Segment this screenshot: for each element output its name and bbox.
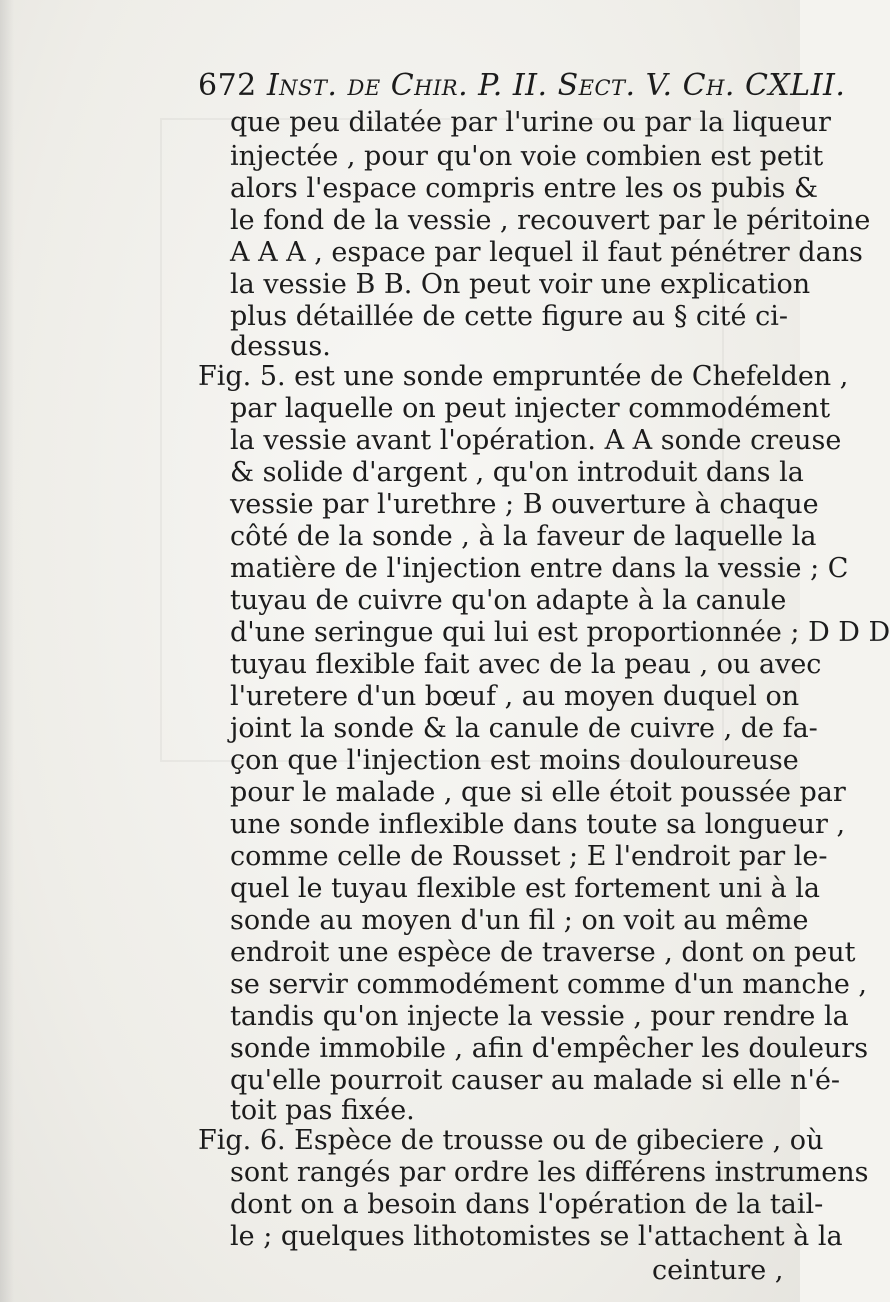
- text-line: & solide d'argent , qu'on introduit dans la: [230, 457, 804, 488]
- text-line: sonde immobile , afin d'empêcher les douleurs: [230, 1033, 869, 1064]
- text-line: que peu dilatée par l'urine ou par la liqueur: [230, 107, 831, 138]
- text-line: pour le malade , que si elle étoit poussée par: [230, 777, 846, 808]
- catchword: ceinture ,: [652, 1255, 784, 1286]
- text-line: çon que l'injection est moins douloureuse: [230, 745, 799, 776]
- text-line: par laquelle on peut injecter commodément: [230, 393, 831, 424]
- text-line: l'uretere d'un bœuf , au moyen duquel on: [230, 681, 800, 712]
- text-line: toit pas fixée.: [230, 1095, 415, 1126]
- text-line: sont rangés par ordre les différens instrumens: [230, 1157, 869, 1188]
- text-line: comme celle de Rousset ; E l'endroit par le-: [230, 841, 828, 872]
- text-line: joint la sonde & la canule de cuivre , de fa-: [230, 713, 818, 744]
- text-line: une sonde inflexible dans toute sa longueur ,: [230, 809, 846, 840]
- text-line: dessus.: [230, 331, 331, 362]
- text-line: endroit une espèce de traverse , dont on peut: [230, 937, 856, 968]
- text-line: le ; quelques lithotomistes se l'attachent à la: [230, 1221, 843, 1252]
- text-line: plus détaillée de cette figure au § cité ci-: [230, 301, 788, 332]
- text-line: matière de l'injection entre dans la vessie ; C: [230, 553, 849, 584]
- text-line: la vessie B B. On peut voir une explication: [230, 269, 811, 300]
- text-line: se servir commodément comme d'un manche ,: [230, 969, 867, 1000]
- text-line: Fig. 6. Espèce de trousse ou de gibeciere , où: [198, 1125, 824, 1156]
- text-line: tuyau flexible fait avec de la peau , ou avec: [230, 649, 822, 680]
- page-edge-shadow: [0, 0, 14, 1302]
- text-line: A A A , espace par lequel il faut pénétrer dans: [230, 237, 863, 268]
- text-line: d'une seringue qui lui est proportionnée ; D D D: [230, 617, 890, 648]
- text-line: tuyau de cuivre qu'on adapte à la canule: [230, 585, 787, 616]
- text-line: côté de la sonde , à la faveur de laquelle la: [230, 521, 817, 552]
- running-title: Inst. de Chir. P. II. Sect. V. Ch. CXLII.: [266, 68, 846, 103]
- text-line: la vessie avant l'opération. A A sonde creuse: [230, 425, 842, 456]
- figure-caption-start: [198, 360, 849, 394]
- text-line: dont on a besoin dans l'opération de la tail-: [230, 1189, 824, 1220]
- text-line: alors l'espace compris entre les os pubis &: [230, 173, 819, 204]
- text-line: qu'elle pourroit causer au malade si elle n'é-: [230, 1065, 841, 1096]
- text-line: vessie par l'urethre ; B ouverture à chaque: [230, 489, 819, 520]
- text-line: tandis qu'on injecte la vessie , pour rendre la: [230, 1001, 849, 1032]
- text-line: le fond de la vessie , recouvert par le péritoine: [230, 205, 871, 236]
- text-line: sonde au moyen d'un fil ; on voit au même: [230, 905, 809, 936]
- page-number: 672: [198, 68, 257, 103]
- text-line: injectée , pour qu'on voie combien est petit: [230, 141, 824, 172]
- text-line: Fig. 5. est une sonde empruntée de Chefelden ,: [198, 361, 849, 392]
- text-line: quel le tuyau flexible est fortement uni à la: [230, 873, 821, 904]
